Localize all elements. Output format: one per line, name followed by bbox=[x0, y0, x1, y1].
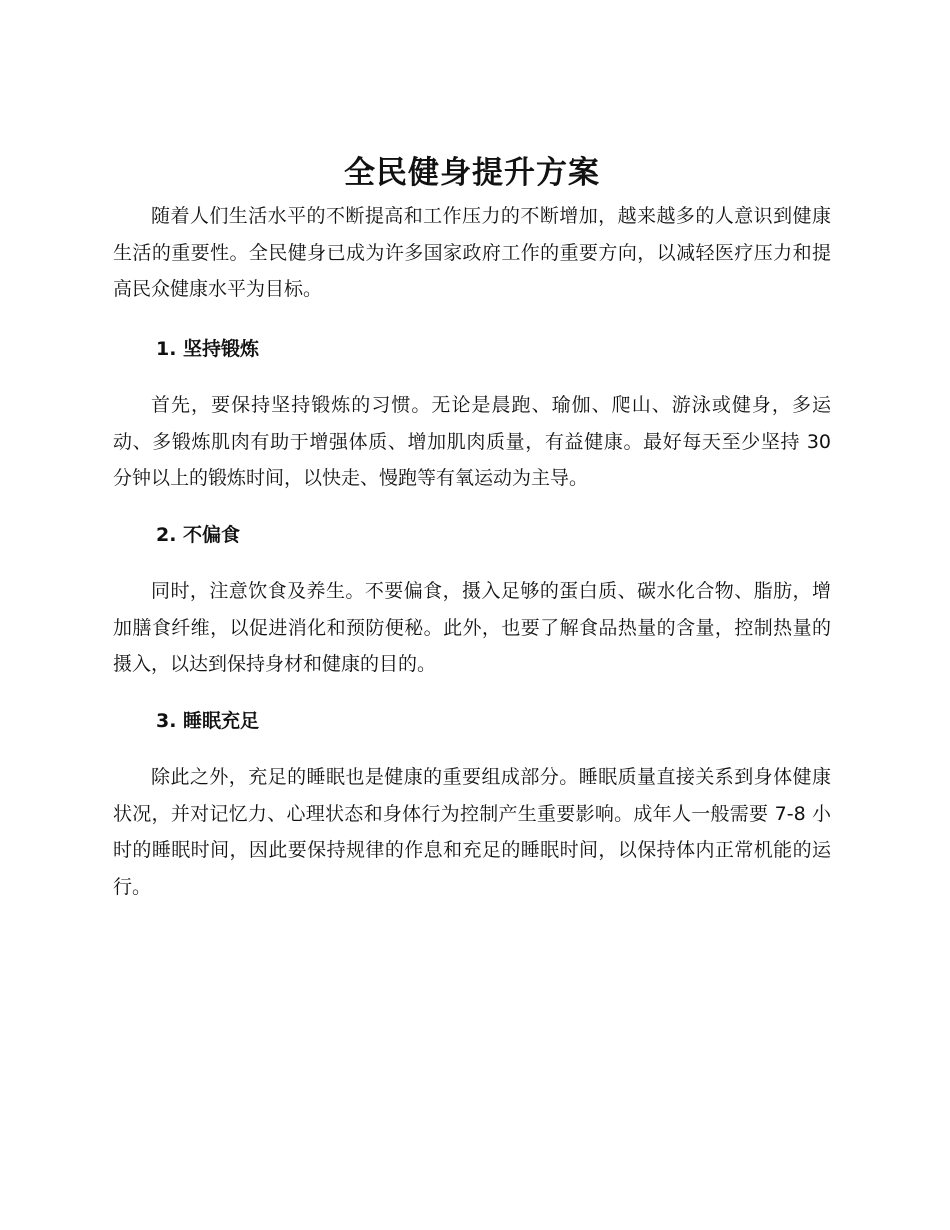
section-body-exercise: 首先，要保持坚持锻炼的习惯。无论是晨跑、瑜伽、爬山、游泳或健身，多运动、多锻炼肌肉有助于增强体质、增加肌肉质量，有益健康。最好每天至少坚持 30 分钟以上的锻炼时间，以快走、慢跑等有氧运动为主导。 bbox=[113, 394, 831, 489]
section-body-sleep: 除此之外，充足的睡眠也是健康的重要组成部分。睡眠质量直接关系到身体健康状况，并对记忆力、心理状态和身体行为控制产生重要影响。成年人一般需要 7-8 小时的睡眠时间，因此要保持规律的作息和充足的睡眠时间，以保持体内正常机能的运行。 bbox=[113, 766, 831, 898]
document-title: 全民健身提升方案 bbox=[344, 155, 600, 191]
section-body-diet: 同时，注意饮食及养生。不要偏食，摄入足够的蛋白质、碳水化合物、脂肪，增加膳食纤维，以促进消化和预防便秘。此外，也要了解食品热量的含量，控制热量的摄入，以达到保持身材和健康的目的。 bbox=[113, 580, 831, 675]
section-heading-diet: 2. 不偏食 bbox=[156, 523, 241, 546]
intro-paragraph: 随着人们生活水平的不断提高和工作压力的不断增加，越来越多的人意识到健康生活的重要性。全民健身已成为许多国家政府工作的重要方向，以减轻医疗压力和提高民众健康水平为目标。 bbox=[113, 205, 831, 300]
section-heading-exercise: 1. 坚持锻炼 bbox=[156, 337, 260, 360]
document-page bbox=[113, 148, 831, 905]
section-heading-sleep: 3. 睡眠充足 bbox=[156, 709, 260, 732]
